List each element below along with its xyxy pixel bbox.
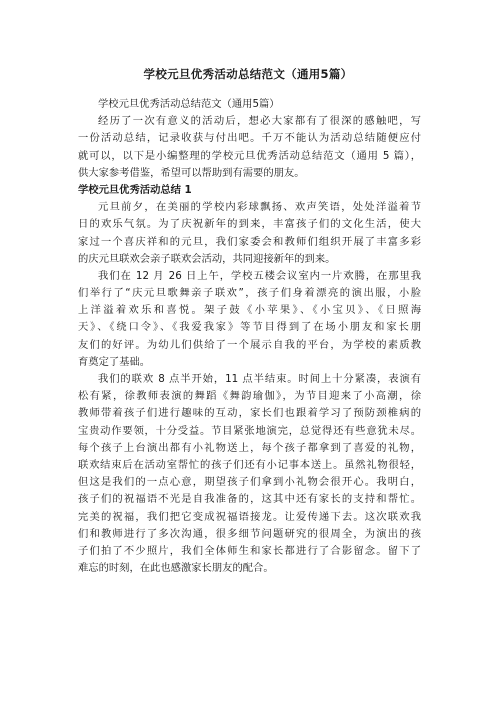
text-line: 教师带着孩子们进行趣味的互动，家长们也跟着学习了预防颈椎病的	[78, 407, 421, 420]
text-line: 经历了一次有意义的活动后，想必大家都有了很深的感触吧，写	[98, 115, 421, 128]
text-line: 难忘的时刻，在此也感激家长朋友的配合。	[78, 562, 274, 575]
text-line: 日的欢乐气氛。为了庆祝新年的到来，丰富孩子们的文化生活，使大	[78, 218, 421, 231]
text-line: 天》、《绕口令》、《我爱我家》等节目得到了在场小朋友和家长朋	[78, 321, 421, 334]
text-line: 子们拍了不少照片，我们全体师生和家长都进行了合影留念。留下了	[78, 544, 421, 557]
text-line: 家过一个喜庆祥和的元旦，我们家委会和教师们组织开展了丰富多彩	[78, 235, 421, 248]
document-title: 学校元旦优秀活动总结范文（通用5篇）	[143, 67, 353, 81]
text-line: 宝贵动作要领，十分受益。节目紧张地演完，总觉得还有些意犹未尽。	[78, 424, 421, 437]
section-heading: 学校元旦优秀活动总结 1	[78, 183, 192, 196]
text-line: 们举行了“庆元旦歌舞亲子联欢”，孩子们身着漂亮的演出服，小脸	[78, 287, 421, 300]
text-line: 育奠定了基础。	[78, 355, 151, 368]
text-line: 完美的祝福，我们把它变成祝福语接龙。让爱传递下去。这次联欢我	[78, 510, 421, 523]
text-line: 每个孩子上台演出都有小礼物送上，每个孩子都拿到了喜爱的礼物，	[78, 441, 421, 454]
text-line: 就可以，以下是小编整理的学校元旦优秀活动总结范文（通用 5 篇），	[78, 149, 421, 162]
text-line: 松有紧，徐教师表演的舞蹈《舞韵瑜伽》，为节目迎来了小高潮，徐	[78, 390, 421, 403]
text-line: 联欢结束后在活动室帮忙的孩子们还有小记事本送上。虽然礼物很轻，	[78, 458, 421, 471]
document-body	[78, 96, 421, 577]
text-line: 的庆元旦联欢会亲子联欢会活动，共同迎接新年的到来。	[78, 252, 336, 265]
text-line: 学校元旦优秀活动总结范文（通用5篇）	[98, 98, 280, 110]
text-line: 供大家参考借鉴，希望可以帮助到有需要的朋友。	[78, 166, 305, 179]
text-line: 但这是我们的一点心意，期望孩子们拿到小礼物会很开心。我明白，	[78, 476, 421, 489]
text-line: 一份活动总结，记录收获与付出吧。千万不能认为活动总结随便应付	[78, 132, 421, 145]
text-line: 们和教师进行了多次沟通，很多细节问题研究的很周全，为演出的孩	[78, 527, 421, 540]
text-line: 上洋溢着欢乐和喜悦。架子鼓《小苹果》、《小宝贝》、《日照海	[78, 304, 421, 317]
text-line: 元旦前夕，在美丽的学校内彩球飘扬、欢声笑语，处处洋溢着节	[98, 201, 421, 214]
text-line: 我们的联欢 8 点半开始，11 点半结束。时间上十分紧凑，表演有	[98, 373, 421, 385]
text-line: 我们在 12 月 26 日上午，学校五楼会议室内一片欢腾，在那里我	[98, 269, 421, 282]
text-line: 友们的好评。为幼儿们供给了一个展示自我的平台，为学校的素质教	[78, 338, 421, 351]
text-line: 孩子们的祝福语不光是自我准备的，这其中还有家长的支持和帮忙。	[78, 493, 421, 506]
